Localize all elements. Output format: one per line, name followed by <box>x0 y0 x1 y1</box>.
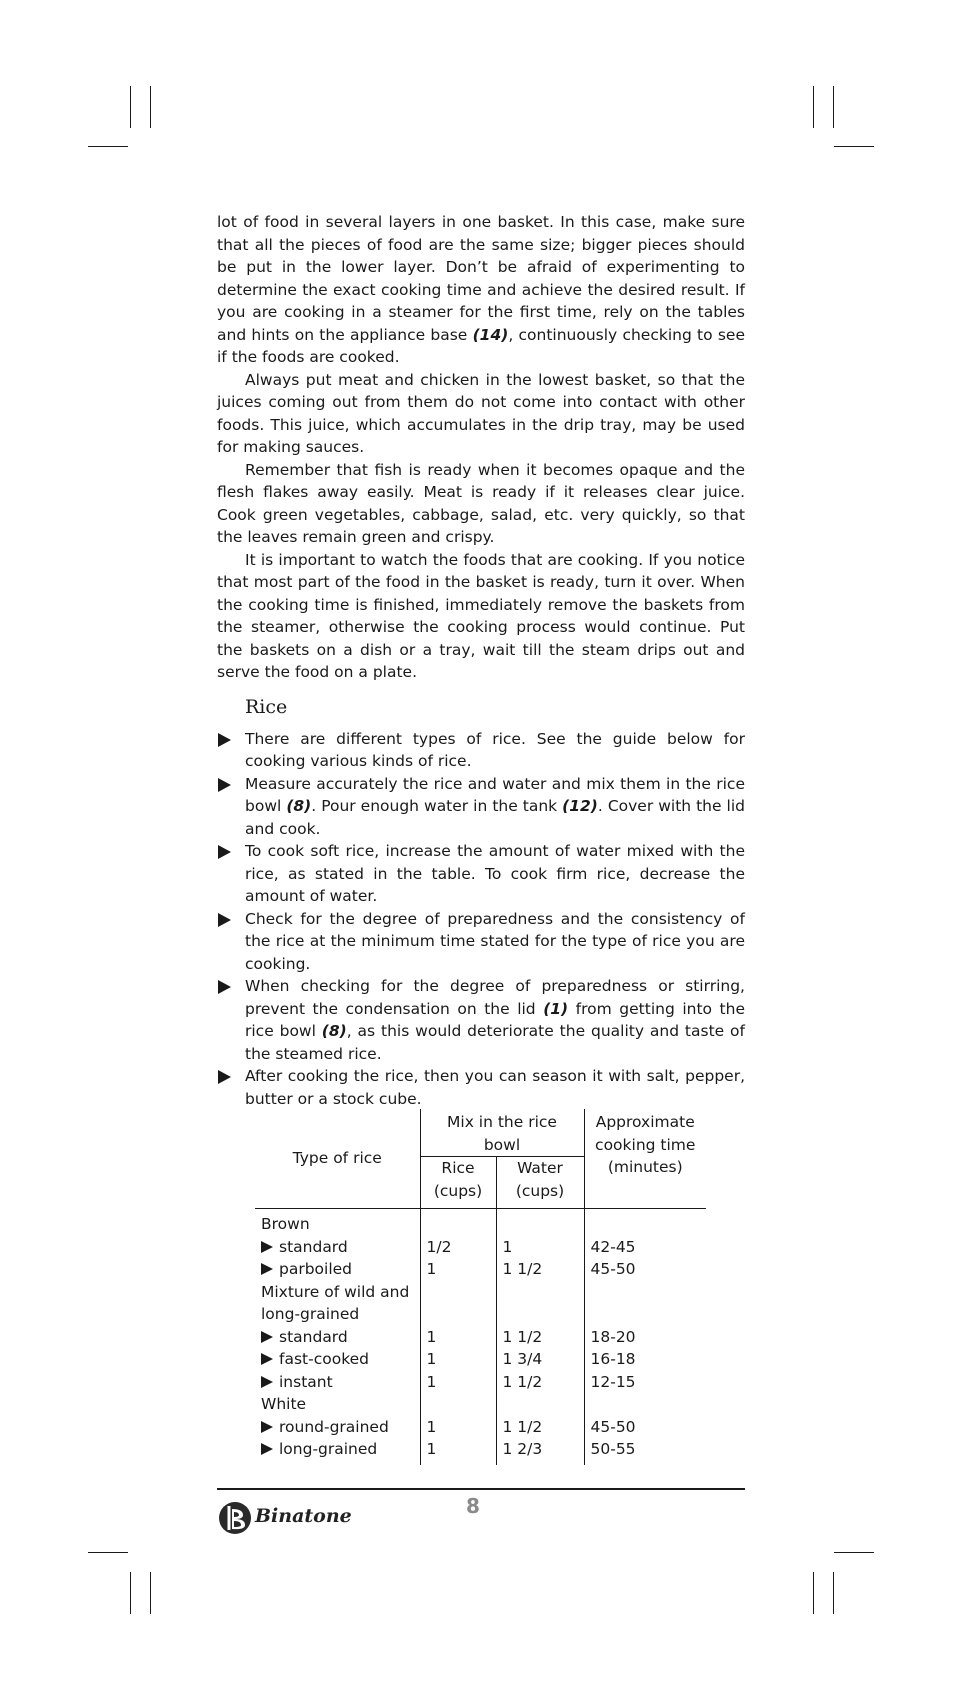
triangle-bullet-icon <box>218 1070 231 1084</box>
type-label: long-grained <box>279 1440 378 1458</box>
time-cell: 42-45 <box>590 1237 636 1256</box>
footer-divider <box>217 1488 745 1490</box>
table-header-row <box>255 1109 706 1157</box>
header-text: (cups) <box>433 1181 483 1200</box>
bullet-text: To cook soft rice, increase the amount of water mixed with the rice, as stated in the table. To cook firm rice, decrease the amount of water. <box>245 842 745 905</box>
triangle-bullet-icon <box>261 1353 273 1365</box>
bullet-list <box>217 728 745 1111</box>
group-label: Brown <box>255 1209 420 1236</box>
rice-cell: 1 <box>420 1326 496 1349</box>
table-row <box>255 1371 706 1394</box>
type-cell <box>255 1348 420 1371</box>
crop-mark <box>150 86 151 128</box>
triangle-bullet-icon <box>261 1263 273 1275</box>
crop-mark <box>88 1552 128 1553</box>
bullet-text: There are different types of rice. See the guide below for cooking various kinds of rice. <box>245 729 745 770</box>
triangle-bullet-icon <box>218 913 231 927</box>
table-row <box>255 1258 706 1281</box>
table-row <box>255 1209 706 1236</box>
triangle-bullet-icon <box>218 733 231 747</box>
bullet-text: from getting into the rice bowl <box>245 999 745 1040</box>
table-row <box>255 1326 706 1349</box>
reference-number: (12) <box>562 797 598 815</box>
time-cell: 50-55 <box>590 1440 636 1458</box>
crop-mark <box>813 86 814 128</box>
rice-cooking-table <box>255 1109 706 1465</box>
page-number: 8 <box>466 1494 480 1518</box>
type-label: standard <box>279 1327 348 1346</box>
bullet-item <box>217 728 745 773</box>
group-label: White <box>255 1393 420 1416</box>
page-content <box>217 211 745 1110</box>
type-label: round-grained <box>279 1417 389 1436</box>
crop-mark <box>88 146 128 147</box>
type-label: standard <box>279 1237 348 1256</box>
time-cell: 16-18 <box>590 1350 636 1368</box>
header-text: (minutes) <box>607 1158 683 1176</box>
table-row <box>255 1393 706 1416</box>
triangle-bullet-icon <box>218 845 231 859</box>
time-cell: 45-50 <box>590 1260 636 1278</box>
rice-cell: 1 <box>420 1416 496 1439</box>
paragraph: Remember that fish is ready when it becomes opaque and the flesh flakes away easily. Meat is ready if it releases clear juice. Cook green vegetables, cabbage, salad, etc. very quickly, so that the leaves remain green and crispy. <box>217 460 745 546</box>
triangle-bullet-icon <box>261 1421 273 1433</box>
header-text: Approximate <box>595 1113 695 1131</box>
brand-name: Binatone <box>255 1505 352 1527</box>
bullet-text: . Pour enough water in the tank <box>311 797 563 815</box>
header-text: Rice <box>441 1159 475 1177</box>
bullet-item <box>217 773 745 841</box>
header-water-cups <box>496 1157 584 1209</box>
bullet-text: Check for the degree of preparedness and the consistency of the rice at the minimum time stated for the type of rice you are cooking. <box>245 909 745 973</box>
water-cell: 1 <box>496 1236 584 1259</box>
header-type-of-rice: Type of rice <box>255 1109 420 1209</box>
binatone-logo-icon <box>217 1500 253 1536</box>
rice-cell: 1 <box>420 1438 496 1465</box>
rice-cell: 1 <box>420 1348 496 1371</box>
reference-number: (8) <box>286 797 312 815</box>
crop-mark <box>834 1552 874 1553</box>
water-cell: 1 3/4 <box>496 1348 584 1371</box>
triangle-bullet-icon <box>261 1241 273 1253</box>
triangle-bullet-icon <box>218 980 231 994</box>
header-rice-cups <box>420 1157 496 1209</box>
brand-logo <box>217 1500 357 1536</box>
type-cell <box>255 1438 420 1465</box>
water-cell: 1 1/2 <box>496 1258 584 1281</box>
table-row <box>255 1438 706 1465</box>
rice-cell: 1 <box>420 1371 496 1394</box>
crop-mark <box>150 1572 151 1614</box>
bullet-text: Measure accurately the rice and water and mix them in the rice bowl <box>245 774 745 815</box>
paragraph-text: , continuously checking to see if the foods are cooked. <box>217 325 745 366</box>
time-cell: 12-15 <box>590 1372 636 1391</box>
header-text: (cups) <box>515 1181 565 1200</box>
table-row <box>255 1281 706 1326</box>
crop-mark <box>834 146 874 147</box>
time-cell: 18-20 <box>590 1327 636 1346</box>
group-label-text: Mixture of wild and <box>261 1282 410 1301</box>
type-cell <box>255 1326 420 1349</box>
paragraph-text: lot of food in several layers in one basket. In this case, make sure that all the pieces of food are the same size; bigger pieces should be put in the lower layer. Don’t be afraid of experimenting to determine the exact cooking time and achieve the desired result. If you are cooking in a steamer for the first time, rely on the tables and hints on the appliance base <box>217 213 745 344</box>
water-cell: 1 1/2 <box>496 1416 584 1439</box>
table-row <box>255 1236 706 1259</box>
type-label: parboiled <box>279 1260 353 1278</box>
header-mix: Mix in the rice bowl <box>420 1109 584 1157</box>
table-row <box>255 1416 706 1439</box>
bullet-item <box>217 908 745 976</box>
type-cell <box>255 1258 420 1281</box>
paragraph: It is important to watch the foods that are cooking. If you notice that most part of the food in the basket is ready, turn it over. When the cooking time is finished, immediately remove the baskets from the steamer, otherwise the cooking process would continue. Put the baskets on a dish or a tray, wait till the steam drips out and serve the food on a plate. <box>217 550 745 681</box>
type-cell <box>255 1416 420 1439</box>
type-label: fast-cooked <box>279 1350 369 1368</box>
triangle-bullet-icon <box>218 778 231 792</box>
water-cell: 1 1/2 <box>496 1371 584 1394</box>
crop-mark <box>813 1572 814 1614</box>
reference-number: (1) <box>543 999 569 1018</box>
triangle-bullet-icon <box>261 1331 273 1343</box>
header-text: cooking time <box>595 1135 696 1154</box>
bullet-text: When checking for the degree of preparedness or stirring, prevent the condensation on the lid <box>245 977 745 1018</box>
type-label: instant <box>279 1372 333 1391</box>
bullet-text: . Cover with the lid and cook. <box>245 797 745 838</box>
paragraph: Always put meat and chicken in the lowest basket, so that the juices coming out from them do not come into contact with other foods. This juice, which accumulates in the drip tray, may be used for making sauces. <box>217 370 745 456</box>
time-cell: 45-50 <box>590 1417 636 1436</box>
bullet-text: , as this would deteriorate the quality and taste of the steamed rice. <box>245 1022 745 1063</box>
crop-mark <box>130 1572 131 1614</box>
group-label-text: long-grained <box>261 1305 360 1323</box>
header-text: Water <box>517 1159 563 1177</box>
rice-cell: 1/2 <box>420 1236 496 1259</box>
table-row <box>255 1348 706 1371</box>
water-cell: 1 1/2 <box>496 1326 584 1349</box>
reference-number: (8) <box>321 1022 347 1040</box>
bullet-item <box>217 1065 745 1110</box>
bullet-text: After cooking the rice, then you can season it with salt, pepper, butter or a stock cube. <box>245 1067 745 1108</box>
type-cell <box>255 1371 420 1394</box>
rice-cell: 1 <box>420 1258 496 1281</box>
header-cooking-time <box>584 1109 706 1209</box>
triangle-bullet-icon <box>261 1443 273 1455</box>
bullet-item <box>217 975 745 1065</box>
section-title: Rice <box>245 695 288 718</box>
bullet-item <box>217 840 745 908</box>
triangle-bullet-icon <box>261 1376 273 1388</box>
crop-mark <box>833 1572 834 1614</box>
type-cell <box>255 1236 420 1259</box>
paragraph <box>217 211 745 369</box>
water-cell: 1 2/3 <box>496 1438 584 1465</box>
group-label <box>255 1281 420 1326</box>
reference-number: (14) <box>472 325 509 344</box>
crop-mark <box>130 86 131 128</box>
crop-mark <box>833 86 834 128</box>
